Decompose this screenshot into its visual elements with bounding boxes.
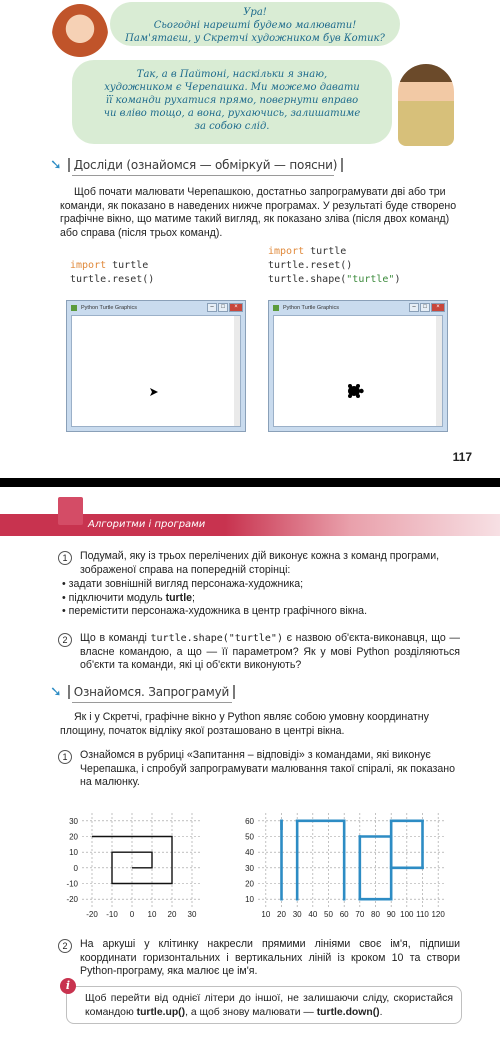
y-tick-label: -20 [66,895,78,905]
bubble-line: за собою слід. [194,121,270,132]
bubble-line: Пам'ятаєш, у Скретчі художником був Котик? [125,33,385,44]
y-tick-label: 30 [69,816,78,826]
x-tick-label: 30 [292,910,302,919]
tip-text: . [379,1006,383,1018]
arrow-icon: ➘ [50,156,62,172]
bubble-line: її команди рухатися прямо, повернути вправо [105,95,359,106]
list-item: • перемістити персонажа-художника в центр графічного вікна. [62,605,367,619]
name-chart [240,809,452,927]
window-title: Python Turtle Graphics [269,301,447,315]
minimize-icon: – [207,303,217,312]
turtle-window-left [66,300,246,432]
section-title: Ознайомся. Запрограмуй [68,685,235,699]
x-tick-label: 110 [416,910,429,919]
x-tick-label: 80 [371,910,380,919]
turtle-shape-icon [346,384,364,398]
question-number: 1 [58,551,72,565]
boy-illustration [398,64,454,146]
code-keyword: import [70,260,107,271]
close-icon: × [229,303,243,312]
list-item-text: підключити модуль [68,591,166,604]
y-tick-label: 40 [245,848,254,858]
bubble-line: чи вліво тощо, а вона, рухаючись, залишатиме [103,108,361,119]
x-tick-label: 40 [308,910,318,919]
x-tick-label: 10 [147,910,157,919]
x-tick-label: 120 [431,910,445,919]
command-up: turtle.up() [136,1006,186,1018]
list-item-end: ; [192,591,195,604]
bubble-line: Так, а в Пайтоні, наскільки я знаю, [136,69,328,80]
window-controls [207,303,243,312]
list-item [62,592,367,606]
task-number: 2 [58,939,72,953]
page-number: 117 [452,450,472,464]
section-heading-learn [50,683,235,700]
x-tick-label: 20 [167,910,177,919]
tip-box [66,986,462,1024]
turtle-window-right [268,300,448,432]
intro-paragraph: Як і у Скретчі, графічне вікно у Python являє собою умовну координатну площину, початок відліку якої розташовано в центрі вікна. [60,711,429,737]
question-text-start: Що в команді [80,632,151,644]
y-tick-label: 30 [245,863,254,873]
section-title: Досліди (ознайомся — обміркуй — поясни) [68,158,344,172]
question-text [80,632,460,673]
x-tick-label: 100 [400,910,414,919]
y-tick-label: 20 [69,832,78,842]
maximize-icon: □ [218,303,228,312]
question-text: Подумай, яку із трьох перелічених дій виконує кожна з команд програми, зображеної справа на попередній сторінці: [80,550,440,576]
window-title: Python Turtle Graphics [67,301,245,315]
section-heading-explore [50,156,343,173]
spiral-chart [52,809,212,927]
speech-bubble-girl [110,2,400,46]
turtle-canvas [71,315,241,427]
arrow-cursor-icon [150,388,158,396]
y-tick-label: 10 [245,895,254,905]
x-tick-label: 90 [386,910,396,919]
bubble-line: художником є Черепашка. Ми можемо давати [104,82,360,93]
x-tick-label: 10 [261,910,271,919]
bubble-line: Сьогодні нарешті будемо малювати! [153,20,357,31]
command-down: turtle.down() [316,1006,380,1018]
tip-text: Щоб перейти від однієї літери до іншої, не залишаючи сліду, скористайся командою [85,993,453,1018]
task-text: На аркуші у клітинку накресли прямими лініями своє ім'я, підпиши координати горизонтальних і вертикальних ліній із кроком 10 та створи Python-програму, яка малює це ім'я. [80,938,460,977]
code-keyword: import [268,246,305,257]
code-call: turtle.shape( [268,274,347,285]
x-tick-label: -10 [106,910,118,919]
y-tick-label: 60 [245,816,254,826]
task-number: 1 [58,750,72,764]
action-list [62,578,367,619]
textbook-page-117 [0,0,500,478]
code-module: turtle [304,246,347,257]
x-tick-label: 60 [339,910,349,919]
y-tick-label: 10 [69,848,78,858]
window-controls [409,303,445,312]
code-module: turtle [106,260,149,271]
turtle-canvas [273,315,443,427]
arrow-icon: ➘ [50,683,62,699]
y-tick-label: 20 [245,879,254,889]
girl-illustration [52,4,108,66]
code-three-commands [268,245,400,287]
code-string: "turtle" [346,274,395,285]
x-tick-label: 70 [355,910,365,919]
divider [72,702,232,703]
minimize-icon: – [409,303,419,312]
textbook-page-118 [0,487,500,1055]
close-icon: × [431,303,445,312]
intro-paragraph: Щоб почати малювати Черепашкою, достатньо запрограмувати дві або три команди, як показано в наведених нижче програмах. У результаті буде створено графічне вікно, що матиме такий вигляд, як показано зліва (після двох команд) або справа (після трьох команд). [60,186,457,239]
scrollbar [436,316,442,426]
task-text: Ознайомся в рубриці «Запитання – відповіді» з командами, які виконує Черепашка, і спробуй запрограмувати малювання такої спіралі, як показано на малюнку. [80,749,456,788]
y-tick-label: 50 [245,832,254,842]
x-tick-label: 0 [129,910,135,919]
y-tick-label: -10 [66,879,78,889]
code-line: turtle.reset() [70,274,155,285]
tip-text: , а щоб знову малювати — [185,1006,317,1018]
info-icon: i [60,978,76,994]
code-call-end: ) [394,274,401,285]
code-inline: turtle.shape("turtle") [150,633,283,644]
code-line: turtle.reset() [268,260,353,271]
code-two-commands [70,259,154,287]
bubble-line: Ура! [243,7,267,18]
maximize-icon: □ [420,303,430,312]
spiral-line [92,837,172,884]
question-number: 2 [58,633,72,647]
scrollbar [234,316,240,426]
divider [72,175,334,176]
chapter-title: Алгоритми і програми [88,519,206,530]
question-text-end: є назвою об'єкта-виконавця, що — власне командою, а що — її параметром? Як у мові Python розділяються об'єкти та команди, які ці об'єкти виконують? [80,632,460,671]
x-tick-label: 30 [187,910,197,919]
x-tick-label: 50 [324,910,333,919]
list-item: • задати зовнішній вигляд персонажа-художника; [62,578,367,592]
speech-bubble-boy [72,60,392,144]
x-tick-label: -20 [86,910,98,919]
y-tick-label: 0 [73,863,78,873]
header-tab [58,497,83,525]
x-tick-label: 20 [277,910,286,919]
module-name: turtle [165,591,193,604]
